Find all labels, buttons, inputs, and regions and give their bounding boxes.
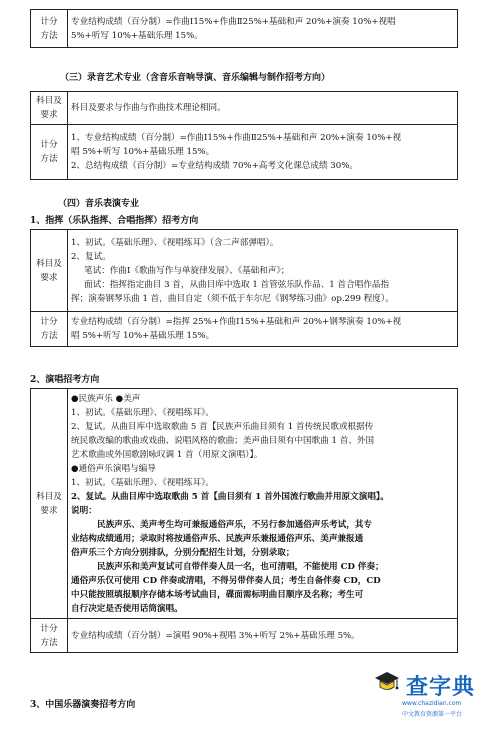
subjects-content: 1、初试。《基础乐理》、《视唱练耳》（含二声部弹唱）。 2、复试。 笔试：作曲Ⅰ《歌曲写作与单旋律发展》、《基础和声》； 面试：指挥指定曲目 3 首，从曲目库中选取 1 首管弦乐队作品、1 首合唱作品指 挥；演奏钢琴乐曲 1 首，曲目自定（须不低于车尔尼《钢琴练习曲》op.299 程度）。	[68, 230, 458, 312]
logo-subtitle: 中文教育资源第一平台	[402, 711, 463, 718]
section3-heading: （三）录音艺术专业（含音乐音响导演、音乐编辑与制作招考方向）	[60, 73, 331, 83]
scoring-content: 1、专业结构成绩（百分制）=作曲Ⅰ15%+作曲Ⅱ25%+基础和声 20%+演奏 10%+视 唱 5%+听写 10%+基础乐理 15%。 2、总结构成绩（百分制）=专业结构成绩 70%+高考文化课总成绩 30%。	[68, 125, 458, 180]
sub2-heading: 2、演唱招考方向	[30, 375, 100, 385]
section3-table	[30, 91, 458, 180]
top-scoring-table	[30, 9, 458, 48]
subjects-label: 科目及 要求	[31, 389, 68, 619]
subjects-label: 科目及 要求	[31, 230, 68, 312]
logo-name: 查字典	[406, 675, 476, 700]
subjects-content: 科目及要求与作曲与作曲技术理论相同。	[68, 92, 458, 125]
scoring-label: 计分 方法	[31, 125, 68, 180]
sub1-heading: 1、指挥（乐队指挥、合唱指挥）招考方向	[30, 216, 199, 226]
chazidian-logo	[372, 668, 484, 732]
scoring-label: 计分 方法	[31, 312, 68, 347]
sub3-heading: 3、中国乐器演奏招考方向	[30, 700, 136, 710]
scoring-content: 专业结构成绩（百分制）=作曲Ⅰ15%+作曲Ⅱ25%+基础和声 20%+演奏 10%+视唱 5%+听写 10%+基础乐理 15%。	[68, 10, 458, 48]
logo-url: www.chazidian.com	[402, 700, 462, 707]
sub2-table	[30, 388, 458, 653]
scoring-content: 专业结构成绩（百分制）=指挥 25%+作曲Ⅰ15%+基础和声 20%+钢琴演奏 10%+视 唱 5%+听写 10%+基础乐理 15%。	[68, 312, 458, 347]
sub1-table	[30, 229, 458, 347]
scoring-content: 专业结构成绩（百分制）=演唱 90%+视唱 3%+听写 2%+基础乐理 5%。	[68, 619, 458, 653]
scoring-label: 计分 方法	[31, 10, 68, 48]
graduation-cap-icon	[374, 670, 400, 694]
subjects-label: 科目及 要求	[31, 92, 68, 125]
section4-heading: （四）音乐表演专业	[58, 199, 140, 209]
scoring-label: 计分 方法	[31, 619, 68, 653]
subjects-content: ●民族声乐 ●美声 1、初试。《基础乐理》、《视唱练耳》。 2、复试。从曲目库中选取歌曲 5 首【民族声乐曲目须有 1 首传统民歌或根据传 统民歌改编的歌曲或戏曲、说唱风格的歌曲；美声曲目须有中国歌曲 1 首、外国 艺术歌曲或外国歌剧咏叹调 1 首（用原文演唱）】。 ●通俗声乐演唱与编导 1、初试。《基础乐理》、《视唱练耳》。 2、复试。从曲目库中选取歌曲 5 首【曲目须有 1 首外国流行歌曲并用原文演唱】。 说明： 民族声乐、美声考生均可兼报通俗声乐，不另行参加通俗声乐考试，其专 业结构成绩通用；录取时将按通俗声乐、民族声乐兼报通俗声乐、美声兼报通 俗声乐三个方向分别排队，分别分配招生计划，分别录取； 民族声乐和美声复试可自带伴奏人员一名，也可清唱，不能使用 CD 伴奏； 通俗声乐仅可使用 CD 伴奏或清唱，不得另带伴奏人员；考生自备伴奏 CD，CD 中只能按照填报顺序存储本场考试曲目，碟面需标明曲目顺序及名称；考生可 自行决定是否使用话筒演唱。	[68, 389, 458, 619]
